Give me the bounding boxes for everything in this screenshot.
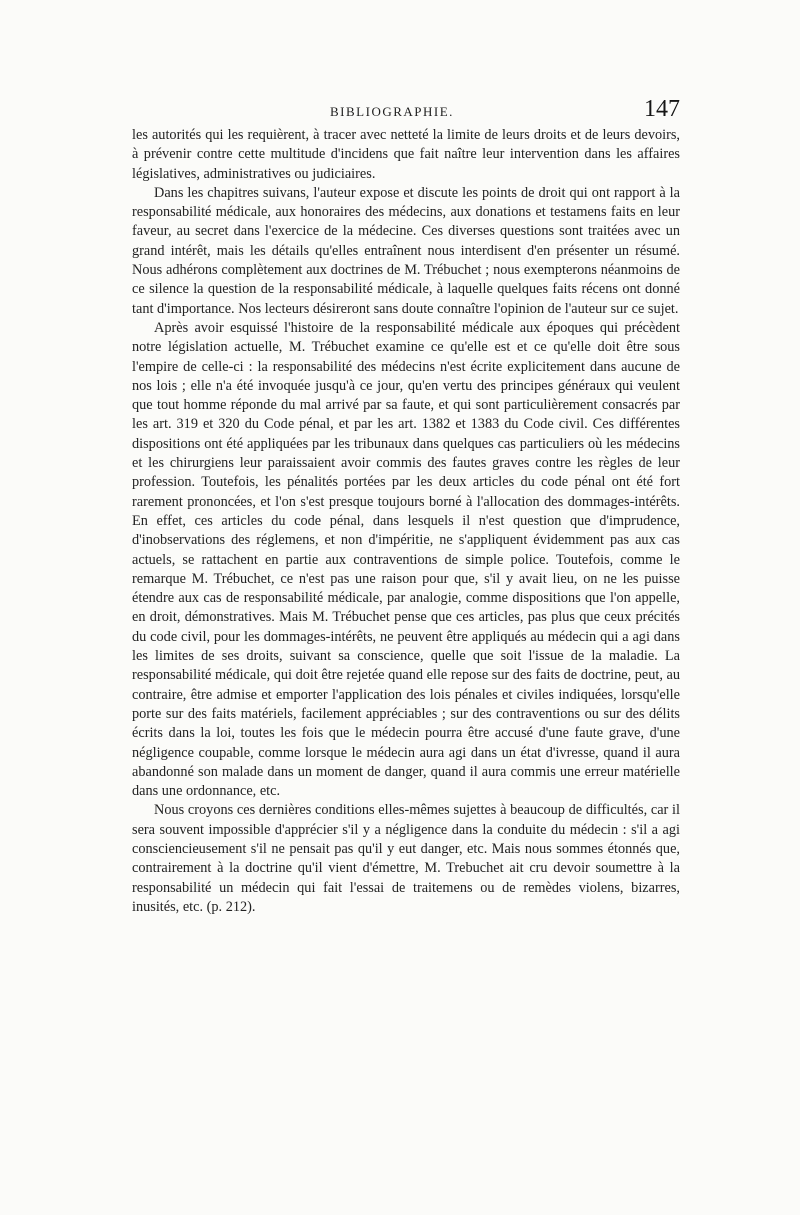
paragraph: Après avoir esquissé l'histoire de la responsabilité médicale aux époques qui précèdent notre législation actuelle, M. Trébuchet examine ce qu'elle est et ce qu'elle doit être sous l'empire de celle-ci : la responsabilité des médecins n'est écrite explicitement dans aucune de nos lois ; elle n'a été invoquée jusqu'à ce jour, qu'en vertu des principes généraux qui veulent que tout homme réponde du mal arrivé par sa faute, et qui sont particulièrement consacrés par les art. 319 et 320 du Code pénal, et par les art. 1382 et 1383 du Code civil. Ces différentes dispositions ont été appliquées par les tribunaux dans quelques cas particuliers où les médecins et les chirurgiens leur paraissaient avoir commis des fautes graves contre les règles de leur profession. Toutefois, les pénalités portées par les deux articles du code pénal ont été fort rarement prononcées, et l'on s'est presque toujours borné à l'allocation des dommages-intérêts. En effet, ces articles du code pénal, dans lesquels il n'est question que d'imprudence, d'inobservations des réglemens, et non d'impéritie, ne s'appliquent évidemment pas aux cas actuels, se rattachent en partie aux contraventions de simple police. Toutefois, comme le remarque M. Trébuchet, ce n'est pas une raison pour que, s'il y avait lieu, on ne les puisse étendre aux cas de responsabilité médicale, par analogie, comme dispositions que l'on appelle, en droit, démonstratives. Mais M. Trébuchet pense que ces articles, pas plus que ceux précités du code civil, pour les dommages-intérêts, ne peuvent être appliqués au médecin qui a agi dans les limites de ses droits, suivant sa conscience, quelle que soit l'issue de la maladie. La responsabilité médicale, qui doit être rejetée quand elle repose sur des faits de doctrine, peut, au contraire, être admise et emporter l'application des lois pénales et civiles indiquées, lorsqu'elle porte sur des faits matériels, facilement appréciables ; sur des contraventions ou sur des délits écrits dans la loi, toutes les fois que le médecin pourra être accusé d'une faute grave, d'une négligence coupable, comme lorsque le médecin aura agi dans un état d'ivresse, quand il aura abandonné son malade dans un moment de danger, quand il aura commis une erreur matérielle dans une ordonnance, etc. [132,319,680,800]
paragraph: les autorités qui les requièrent, à tracer avec netteté la limite de leurs droits et de leurs devoirs, à prévenir contre cette multitude d'incidens que fait naître leur intervention dans les affaires législatives, administratives ou judiciaires. [132,127,680,182]
page-number: 147 [644,96,680,122]
page-header [130,96,680,126]
running-head: BIBLIOGRAPHIE. [330,104,454,119]
body-text [132,126,680,917]
paragraph: Nous croyons ces dernières conditions elles-mêmes sujettes à beaucoup de difficultés, car il sera souvent impossible d'apprécier s'il y a négligence dans la conduite du médecin : s'il a agi consciencieusement s'il ne pensait pas qu'il y eut danger, etc. Mais nous sommes étonnés que, contrairement à la doctrine qu'il vient d'émettre, M. Trebuchet ait cru devoir soumettre à la responsabilité un médecin qui fait l'essai de traitemens ou de remèdes violens, bizarres, inusités, etc. (p. 212). [132,802,680,915]
paragraph: Dans les chapitres suivans, l'auteur expose et discute les points de droit qui ont rapport à la responsabilité médicale, aux honoraires des médecins, aux donations et testamens faits en leur faveur, au secret dans l'exercice de la médecine. Ces diverses questions sont traitées avec un grand intérêt, mais les détails qu'elles entraînent nous interdisent d'en présenter un résumé. Nous adhérons complètement aux doctrines de M. Trébuchet ; nous exempterons néanmoins de ce silence la question de la responsabilité médicale, à laquelle quelques faits récens ont donné tant d'importance. Nos lecteurs désireront sans doute connaître l'opinion de l'auteur sur ce sujet. [132,184,680,317]
